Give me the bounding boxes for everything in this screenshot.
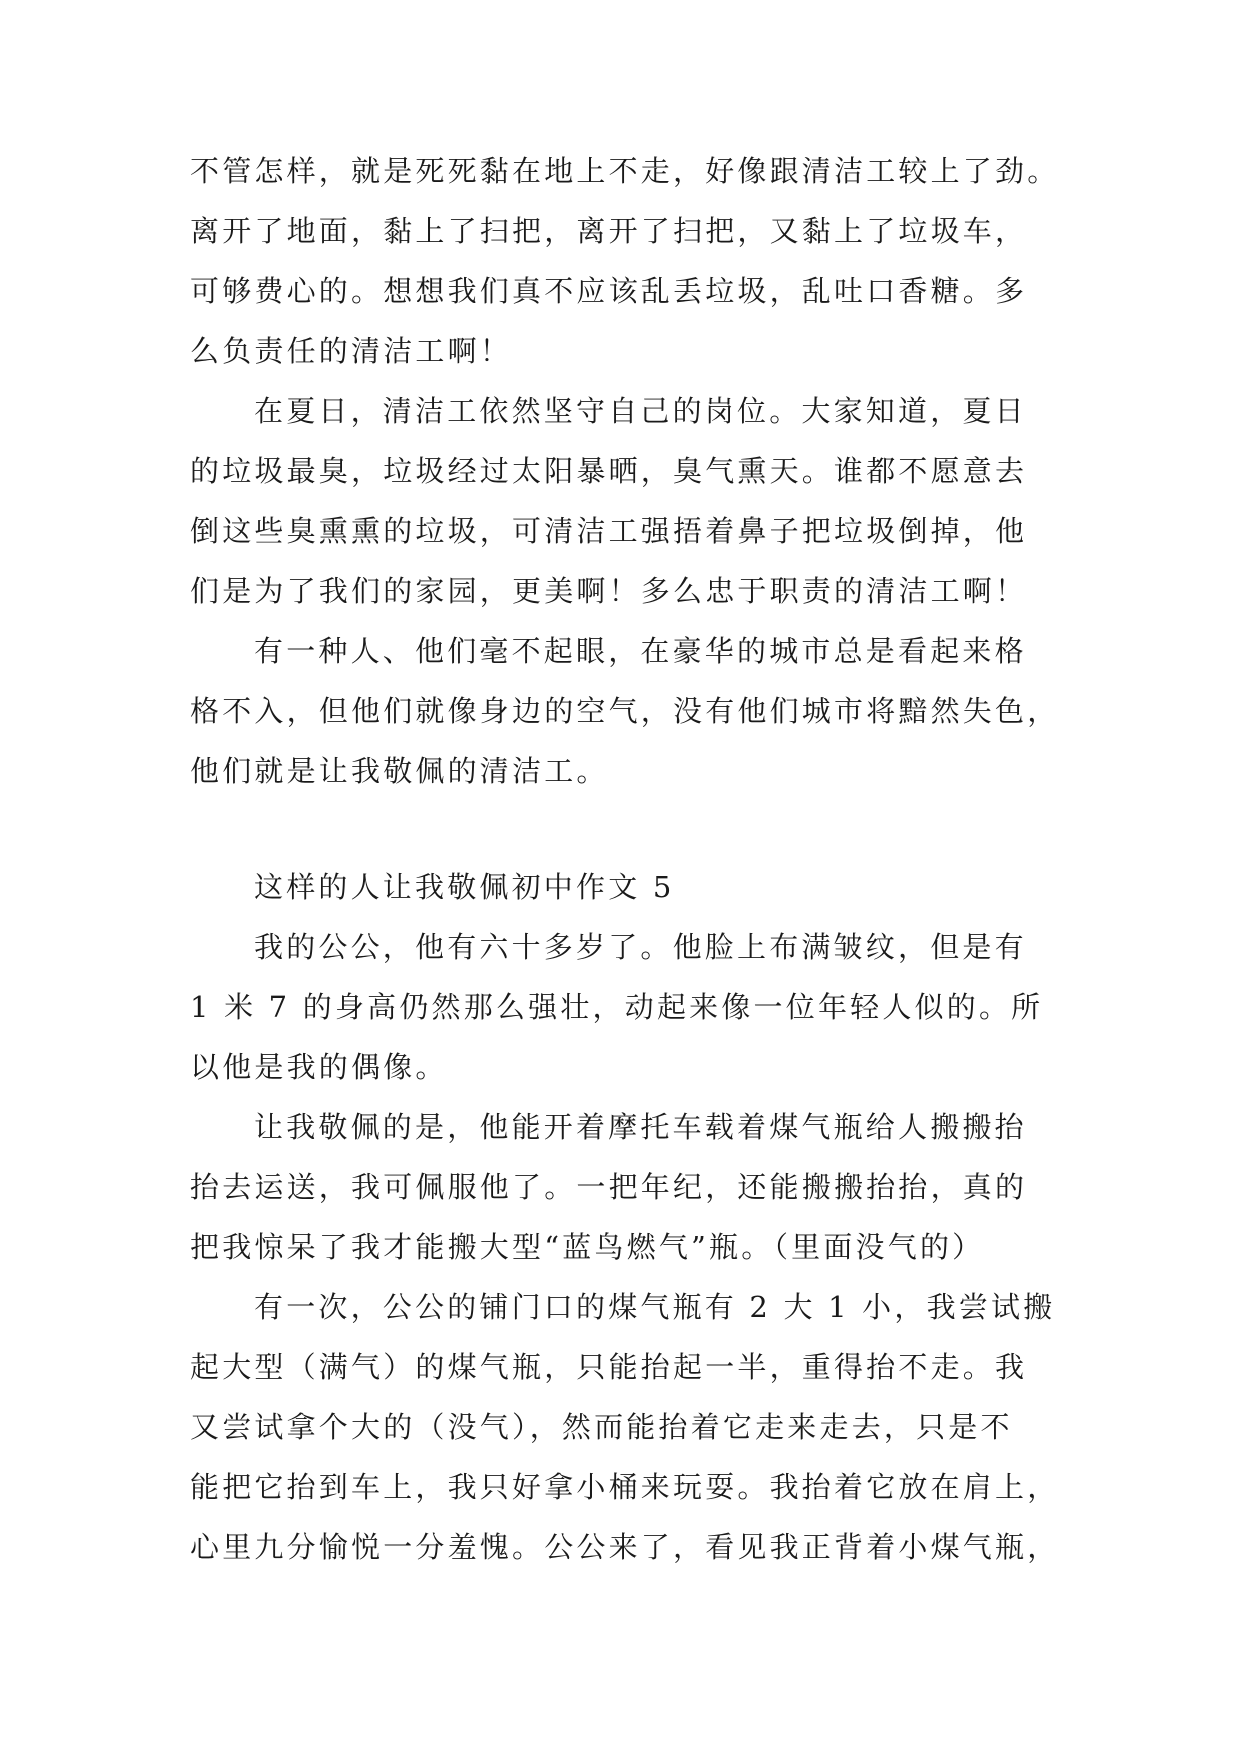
text-line: 离开了地面，黏上了扫把，离开了扫把，又黏上了垃圾车， [190, 214, 1028, 248]
text-line: 又尝试拿个大的（没气），然而能抬着它走来走去，只是不 [190, 1410, 1013, 1444]
text-line: 们是为了我们的家园，更美啊！多么忠于职责的清洁工啊！ [190, 574, 1028, 608]
text-line: 可够费心的。想想我们真不应该乱丢垃圾，乱吐口香糖。多 [190, 274, 1028, 308]
text-line: 不管怎样，就是死死黏在地上不走，好像跟清洁工较上了劲。 [190, 154, 1060, 188]
text-line: 1 米 7 的身高仍然那么强壮，动起来像一位年轻人似的。所 [190, 990, 1044, 1024]
text-line: 格不入，但他们就像身边的空气，没有他们城市将黯然失色， [190, 694, 1060, 728]
text-line: 能把它抬到车上，我只好拿小桶来玩耍。我抬着它放在肩上， [190, 1470, 1060, 1504]
essay-title: 这样的人让我敬佩初中作文 5 [254, 870, 675, 904]
text-line: 抬去运送，我可佩服他了。一把年纪，还能搬搬抬抬，真的 [190, 1170, 1028, 1204]
paragraph-first-line: 在夏日，清洁工依然坚守自己的岗位。大家知道，夏日 [254, 394, 1027, 428]
text-line: 他们就是让我敬佩的清洁工。 [190, 754, 609, 788]
text-line: 心里九分愉悦一分羞愧。公公来了，看见我正背着小煤气瓶， [190, 1530, 1060, 1564]
text-line: 么负责任的清洁工啊！ [190, 334, 513, 368]
text-line: 把我惊呆了我才能搬大型“蓝鸟燃气”瓶。（里面没气的） [190, 1230, 985, 1264]
paragraph-first-line: 让我敬佩的是，他能开着摩托车载着煤气瓶给人搬搬抬 [254, 1110, 1027, 1144]
text-line: 倒这些臭熏熏的垃圾，可清洁工强捂着鼻子把垃圾倒掉，他 [190, 514, 1028, 548]
paragraph-first-line: 我的公公，他有六十多岁了。他脸上布满皱纹，但是有 [254, 930, 1027, 964]
paragraph-first-line: 有一种人、他们毫不起眼，在豪华的城市总是看起来格 [254, 634, 1027, 668]
text-line: 的垃圾最臭，垃圾经过太阳暴晒，臭气熏天。谁都不愿意去 [190, 454, 1028, 488]
paragraph-first-line: 有一次，公公的铺门口的煤气瓶有 2 大 1 小，我尝试搬 [254, 1290, 1056, 1324]
text-line: 起大型（满气）的煤气瓶，只能抬起一半，重得抬不走。我 [190, 1350, 1028, 1384]
text-line: 以他是我的偶像。 [190, 1050, 448, 1084]
